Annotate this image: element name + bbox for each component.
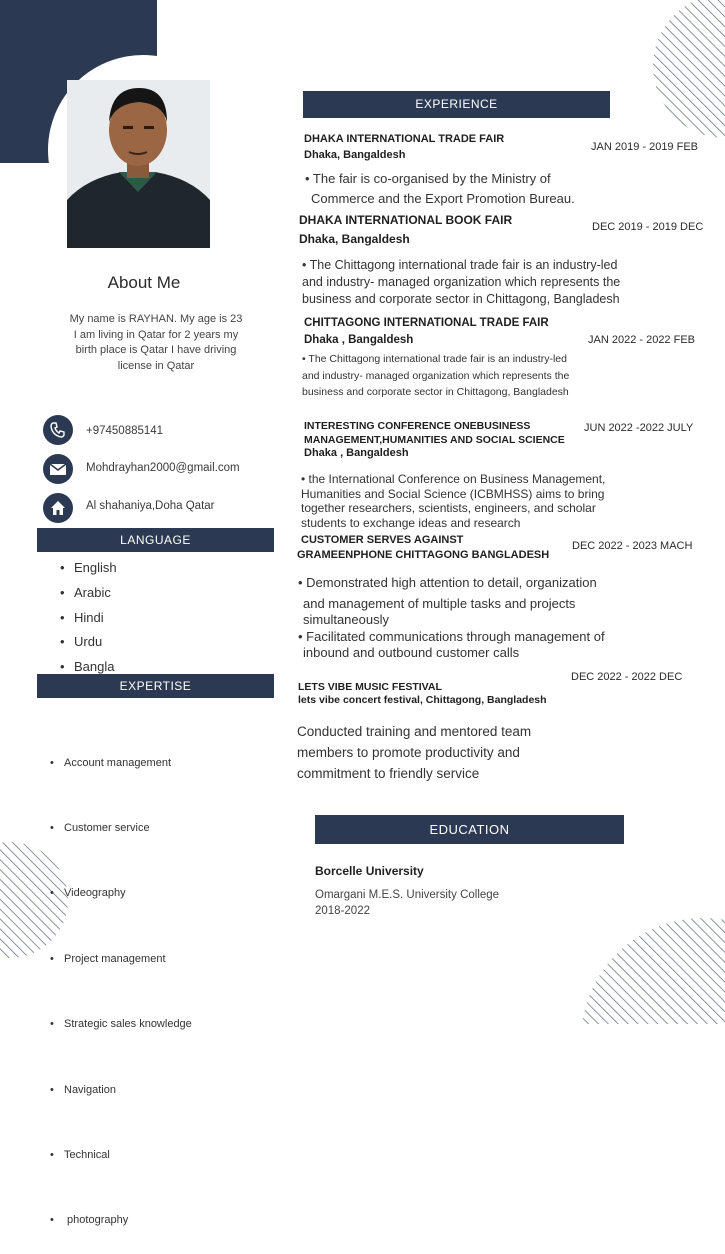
expertise-list bbox=[50, 709, 192, 1254]
experience-date: DEC 2019 - 2019 DEC bbox=[592, 221, 704, 233]
experience-title: CUSTOMER SERVES AGAINST bbox=[301, 534, 464, 546]
list-item: • Navigation bbox=[50, 1080, 192, 1102]
education-school: Borcelle University bbox=[315, 864, 424, 878]
experience-date: DEC 2022 - 2023 MACH bbox=[572, 540, 693, 552]
education-heading: EDUCATION bbox=[315, 815, 624, 844]
experience-description: • Demonstrated high attention to detail, organization and management of multiple tasks and projects simultaneously • Facilitated communications through management of inbound and outbound customer calls bbox=[298, 575, 605, 660]
profile-photo bbox=[67, 80, 210, 248]
experience-description: • The fair is co-organised by the Ministry of Commerce and the Export Promotion Bureau. bbox=[305, 171, 575, 206]
list-item: • Urdu bbox=[60, 630, 117, 655]
education-years: 2018-2022 bbox=[315, 905, 370, 917]
language-list bbox=[60, 556, 117, 680]
experience-location: lets vibe concert festival, Chittagong, Bangladesh bbox=[298, 694, 547, 706]
experience-date: DEC 2022 - 2022 DEC bbox=[571, 671, 683, 683]
experience-location: Dhaka , Bangaldesh bbox=[304, 334, 414, 346]
language-heading: LANGUAGE bbox=[37, 528, 274, 552]
experience-title: DHAKA INTERNATIONAL BOOK FAIR bbox=[299, 213, 513, 227]
phone-icon bbox=[43, 415, 73, 445]
experience-title: LETS VIBE MUSIC FESTIVAL bbox=[298, 681, 442, 693]
list-item: • photography bbox=[50, 1210, 192, 1232]
list-item: • Account management bbox=[50, 753, 192, 775]
phone-text: +97450885141 bbox=[86, 425, 164, 437]
list-item: • English bbox=[60, 556, 117, 581]
address-text: Al shahaniya,Doha Qatar bbox=[86, 500, 215, 512]
about-text: My name is RAYHAN. My age is 23 I am living in Qatar for 2 years my birth place is Qatar I have driving license in Qatar bbox=[69, 313, 243, 372]
education-college: Omargani M.E.S. University College bbox=[315, 889, 500, 901]
list-item: • Videography bbox=[50, 883, 192, 905]
list-item: • Hindi bbox=[60, 606, 117, 631]
striped-circle-top-right bbox=[648, 0, 725, 140]
list-item: • Project management bbox=[50, 949, 192, 971]
experience-description: • the International Conference on Business Management, Humanities and Social Science (ICBMHSS) aims to bring together researchers, scientists, engineers, and scholar students to exchange ideas and research bbox=[301, 472, 606, 530]
expertise-heading: EXPERTISE bbox=[37, 674, 274, 698]
experience-description: Conducted training and mentored team members to promote productivity and commitment to friendly service bbox=[297, 724, 532, 781]
experience-date: JAN 2022 - 2022 FEB bbox=[588, 334, 696, 346]
list-item: • Strategic sales knowledge bbox=[50, 1014, 192, 1036]
experience-date: JAN 2019 - 2019 FEB bbox=[591, 141, 699, 153]
experience-title: CHITTAGONG INTERNATIONAL TRADE FAIR bbox=[304, 317, 549, 329]
experience-location: Dhaka , Bangaldesh bbox=[304, 447, 409, 459]
experience-location: Dhaka, Bangaldesh bbox=[299, 232, 410, 246]
experience-date: JUN 2022 -2022 JULY bbox=[584, 422, 694, 434]
email-text: Mohdrayhan2000@gmail.com bbox=[86, 462, 240, 474]
list-item: • Technical bbox=[50, 1145, 192, 1167]
experience-heading: EXPERIENCE bbox=[303, 91, 610, 118]
experience-description: • The Chittagong international trade fair is an industry-led and industry- managed organization which represents the business and corporate sector in Chittagong, Bangladesh bbox=[302, 353, 570, 398]
list-item: • Bangla bbox=[60, 655, 117, 680]
home-icon bbox=[43, 493, 73, 523]
experience-location: Dhaka, Bangaldesh bbox=[304, 149, 406, 161]
experience-title: INTERESTING CONFERENCE ONEBUSINESS bbox=[304, 420, 531, 432]
list-item: • Customer service bbox=[50, 818, 192, 840]
experience-title-line-2: GRAMEENPHONE CHITTAGONG BANGLADESH bbox=[297, 549, 550, 561]
mail-icon bbox=[43, 454, 73, 484]
about-heading: About Me bbox=[107, 273, 181, 292]
experience-title-line-2: MANAGEMENT,HUMANITIES AND SOCIAL SCIENCE bbox=[304, 434, 565, 446]
experience-description: • The Chittagong international trade fair is an industry-led and industry- managed organization which represents the business and corporate sector in Chittagong, Bangladesh bbox=[302, 258, 621, 306]
striped-circle-bottom-right bbox=[578, 915, 725, 1024]
list-item: • Arabic bbox=[60, 581, 117, 606]
experience-title: DHAKA INTERNATIONAL TRADE FAIR bbox=[304, 133, 505, 145]
